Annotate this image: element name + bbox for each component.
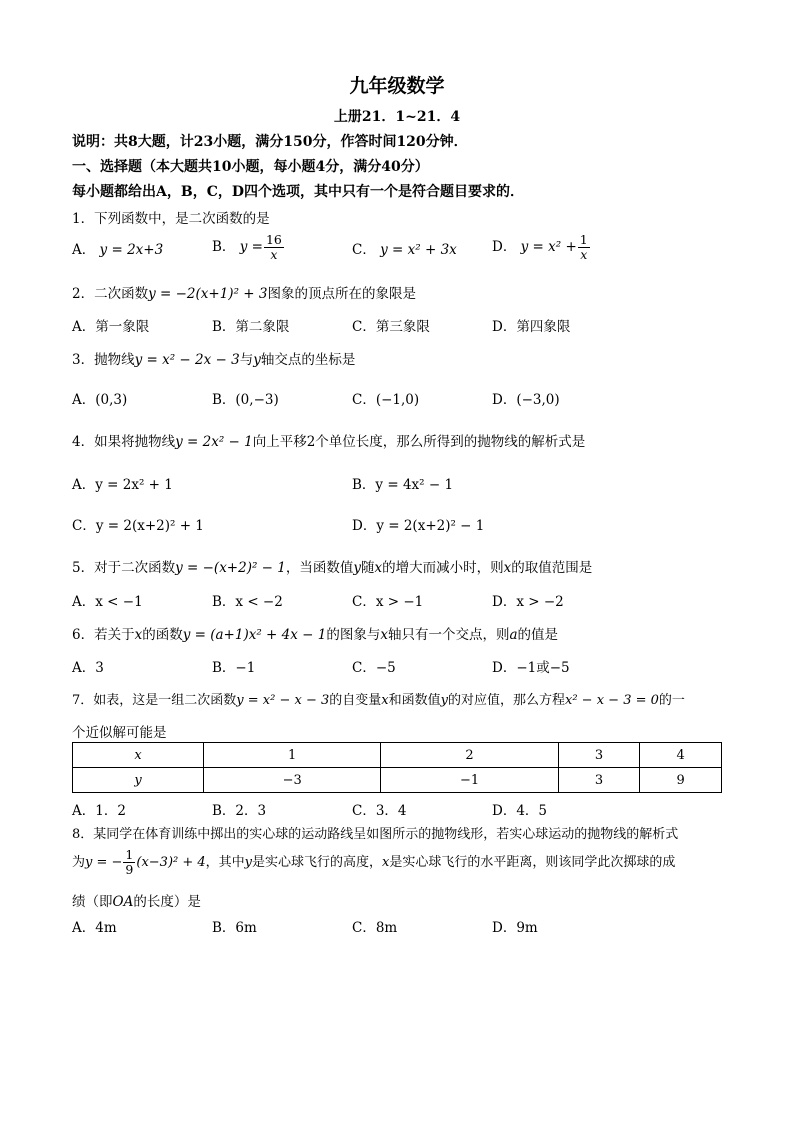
q1-option-b: B． y = $\frac{16}{x}$ bbox=[212, 232, 282, 262]
table-row bbox=[73, 743, 722, 768]
q5-stem: 5．对于二次函数y = −(x+2)² − 1，当函数值y随x的增大而减小时，则x的取值范围是 bbox=[72, 560, 593, 576]
q1-option-c: C． y = x² + 3x bbox=[352, 242, 457, 258]
q3-option-b: B．(0,−3) bbox=[212, 392, 279, 408]
q8-option-b: B．6m bbox=[212, 920, 257, 936]
q5-option-b: B．x < −2 bbox=[212, 594, 283, 610]
exam-note: 说明：共8大题，计23小题，满分150分，作答时间120分钟． bbox=[72, 134, 468, 150]
q1-stem: 1．下列函数中，是二次函数的是 bbox=[72, 211, 270, 227]
q7-option-d: D．4．5 bbox=[492, 803, 548, 819]
q7-option-c: C．3．4 bbox=[352, 803, 407, 819]
page-title: 九年级数学 bbox=[349, 75, 445, 97]
q3-stem: 3．抛物线y = x² − 2x − 3与y轴交点的坐标是 bbox=[72, 352, 356, 368]
q3-option-a: A．(0,3) bbox=[72, 392, 128, 408]
q2-stem: 2．二次函数y = −2(x+1)² + 3图象的顶点所在的象限是 bbox=[72, 286, 416, 302]
q7-option-b: B．2．3 bbox=[212, 803, 267, 819]
table-cell: −3 bbox=[204, 768, 381, 793]
table-cell: 2 bbox=[381, 743, 558, 768]
q8-stem-line2: 为y = − $\frac{1}{9}$ (x−3)² + 4，其中y是实心球飞行的高度，x是实心球飞行的水平距离，则该同学此次掷球的成 bbox=[72, 847, 676, 877]
table-cell: −1 bbox=[381, 768, 558, 793]
q6-option-c: C．−5 bbox=[352, 660, 396, 676]
q5-option-a: A．x < −1 bbox=[72, 594, 143, 610]
q4-option-b: B．y = 4x² − 1 bbox=[352, 477, 454, 493]
q7-value-table bbox=[72, 742, 722, 793]
table-header-y: y bbox=[73, 768, 204, 793]
q4-option-a: A．y = 2x² + 1 bbox=[72, 477, 173, 493]
q2-option-b: B．第二象限 bbox=[212, 319, 290, 335]
q6-stem: 6．若关于x的函数y = (a+1)x² + 4x − 1的图象与x轴只有一个交点，则a的值是 bbox=[72, 627, 559, 643]
q2-option-d: D．第四象限 bbox=[492, 319, 571, 335]
table-cell: 3 bbox=[558, 743, 640, 768]
q2-option-a: A．第一象限 bbox=[72, 319, 150, 335]
section-instruction: 每小题都给出A，B，C，D四个选项，其中只有一个是符合题目要求的． bbox=[72, 184, 524, 200]
q8-option-a: A．4m bbox=[72, 920, 117, 936]
q4-stem: 4．如果将抛物线y = 2x² − 1向上平移2个单位长度，那么所得到的抛物线的解析式是 bbox=[72, 434, 586, 450]
q7-stem-line2: 个近似解可能是 bbox=[72, 725, 167, 741]
q1-option-a: A． y = 2x+3 bbox=[72, 242, 164, 258]
q8-stem-line1: 8．某同学在体育训练中掷出的实心球的运动路线呈如图所示的抛物线形，若实心球运动的抛物线的解析式 bbox=[72, 827, 679, 842]
section-heading: 一、选择题（本大题共10小题，每小题4分，满分40分） bbox=[72, 159, 429, 175]
table-header-x: x bbox=[73, 743, 204, 768]
q2-option-c: C．第三象限 bbox=[352, 319, 430, 335]
q6-option-d: D．−1或−5 bbox=[492, 660, 570, 676]
q3-option-d: D．(−3,0) bbox=[492, 392, 560, 408]
q5-option-c: C．x > −1 bbox=[352, 594, 424, 610]
table-cell: 4 bbox=[640, 743, 722, 768]
q4-option-d: D．y = 2(x+2)² − 1 bbox=[352, 518, 485, 534]
q6-option-a: A．3 bbox=[72, 660, 104, 676]
table-cell: 1 bbox=[204, 743, 381, 768]
table-cell: 3 bbox=[558, 768, 640, 793]
q1-option-d: D． y = x² + $\frac{1}{x}$ bbox=[492, 232, 588, 262]
q4-option-c: C．y = 2(x+2)² + 1 bbox=[72, 518, 204, 534]
table-cell: 9 bbox=[640, 768, 722, 793]
q7-stem: 7．如表，这是一组二次函数y = x² − x − 3的自变量x和函数值y的对应值，那么方程x² − x − 3 = 0的一 bbox=[72, 693, 685, 708]
table-row bbox=[73, 768, 722, 793]
q3-option-c: C．(−1,0) bbox=[352, 392, 420, 408]
page-subtitle: 上册21．1~21．4 bbox=[333, 109, 461, 125]
q5-option-d: D．x > −2 bbox=[492, 594, 564, 610]
q7-option-a: A．1．2 bbox=[72, 803, 126, 819]
q8-stem-line3: 绩（即OA的长度）是 bbox=[72, 894, 201, 910]
q8-option-c: C．8m bbox=[352, 920, 398, 936]
q8-option-d: D．9m bbox=[492, 920, 538, 936]
q6-option-b: B．−1 bbox=[212, 660, 256, 676]
